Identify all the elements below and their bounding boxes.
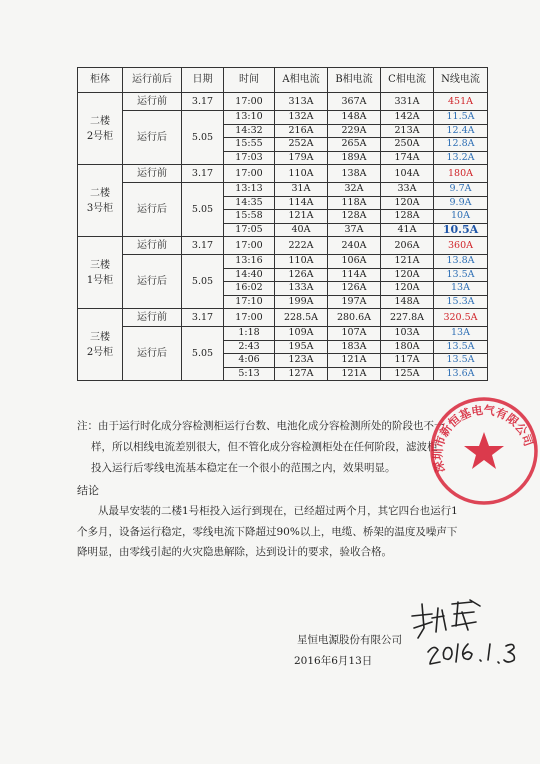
n-current-cell: 10A xyxy=(434,210,488,224)
cabinet-cell: 三楼 1号柜 xyxy=(78,237,123,309)
b-current-cell: 240A xyxy=(328,237,381,255)
time-cell: 13:10 xyxy=(224,111,275,125)
time-cell: 17:00 xyxy=(224,93,275,111)
table-note xyxy=(77,416,467,479)
time-cell: 13:13 xyxy=(224,183,275,197)
cabinet-cell: 二楼 3号柜 xyxy=(78,165,123,237)
b-current-cell: 126A xyxy=(328,282,381,296)
b-current-cell: 265A xyxy=(328,138,381,152)
cabinet-cell: 三楼 2号柜 xyxy=(78,309,123,381)
c-current-cell: 103A xyxy=(381,327,434,341)
c-current-cell: 213A xyxy=(381,124,434,138)
b-current-cell: 229A xyxy=(328,124,381,138)
time-cell: 17:05 xyxy=(224,223,275,237)
time-cell: 4:06 xyxy=(224,354,275,368)
a-current-cell: 199A xyxy=(275,295,328,309)
time-cell: 1:18 xyxy=(224,327,275,341)
a-current-cell: 252A xyxy=(275,138,328,152)
handwritten-signature xyxy=(402,596,522,666)
c-current-cell: 227.8A xyxy=(381,309,434,327)
a-current-cell: 126A xyxy=(275,268,328,282)
table-row xyxy=(78,183,488,197)
a-current-cell: 313A xyxy=(275,93,328,111)
table-header-row xyxy=(78,68,488,93)
n-current-cell: 13.6A xyxy=(434,367,488,381)
a-current-cell: 132A xyxy=(275,111,328,125)
table-row xyxy=(78,327,488,341)
c-current-cell: 331A xyxy=(381,93,434,111)
time-cell: 17:10 xyxy=(224,295,275,309)
header-cabinet: 柜体 xyxy=(78,68,123,93)
c-current-cell: 206A xyxy=(381,237,434,255)
header-time: 时间 xyxy=(224,68,275,93)
note-line: 投入运行后零线电流基本稳定在一个很小的范围之内，效果明显。 xyxy=(91,462,396,474)
time-cell: 16:02 xyxy=(224,282,275,296)
n-current-cell: 15.3A xyxy=(434,295,488,309)
b-current-cell: 183A xyxy=(328,340,381,354)
n-current-cell: 13.5A xyxy=(434,340,488,354)
table-row xyxy=(78,165,488,183)
b-current-cell: 121A xyxy=(328,367,381,381)
a-current-cell: 110A xyxy=(275,165,328,183)
a-current-cell: 31A xyxy=(275,183,328,197)
a-current-cell: 123A xyxy=(275,354,328,368)
a-current-cell: 228.5A xyxy=(275,309,328,327)
svg-text:深圳市新恒基电气有限公司: 深圳市新恒基电气有限公司 xyxy=(430,402,536,474)
c-current-cell: 174A xyxy=(381,151,434,165)
c-current-cell: 120A xyxy=(381,196,434,210)
b-current-cell: 107A xyxy=(328,327,381,341)
c-current-cell: 128A xyxy=(381,210,434,224)
time-cell: 5:13 xyxy=(224,367,275,381)
header-c-current: C相电流 xyxy=(381,68,434,93)
n-current-cell: 13A xyxy=(434,282,488,296)
n-current-cell: 12.4A xyxy=(434,124,488,138)
time-cell: 2:43 xyxy=(224,340,275,354)
header-n-current: N线电流 xyxy=(434,68,488,93)
c-current-cell: 148A xyxy=(381,295,434,309)
c-current-cell: 125A xyxy=(381,367,434,381)
n-current-cell: 451A xyxy=(434,93,488,111)
a-current-cell: 40A xyxy=(275,223,328,237)
document-date: 2016年6月13日 xyxy=(294,655,373,667)
c-current-cell: 250A xyxy=(381,138,434,152)
b-current-cell: 128A xyxy=(328,210,381,224)
a-current-cell: 179A xyxy=(275,151,328,165)
date-cell: 5.05 xyxy=(182,111,224,165)
n-current-cell: 9.9A xyxy=(434,196,488,210)
time-cell: 17:00 xyxy=(224,165,275,183)
n-current-cell: 320.5A xyxy=(434,309,488,327)
date-cell: 3.17 xyxy=(182,93,224,111)
table-row xyxy=(78,255,488,269)
n-current-cell: 13.5A xyxy=(434,354,488,368)
time-cell: 17:00 xyxy=(224,309,275,327)
note-line: 注：由于运行时化成分容检测柜运行台数、电池化成分容检测所处的阶段也不一 xyxy=(77,420,445,432)
c-current-cell: 117A xyxy=(381,354,434,368)
a-current-cell: 133A xyxy=(275,282,328,296)
time-cell: 14:32 xyxy=(224,124,275,138)
time-cell: 14:35 xyxy=(224,196,275,210)
b-current-cell: 367A xyxy=(328,93,381,111)
before-label: 运行前 xyxy=(123,165,182,183)
current-measurement-table xyxy=(77,67,488,381)
time-cell: 17:03 xyxy=(224,151,275,165)
b-current-cell: 114A xyxy=(328,268,381,282)
table-row xyxy=(78,93,488,111)
c-current-cell: 104A xyxy=(381,165,434,183)
c-current-cell: 120A xyxy=(381,282,434,296)
b-current-cell: 148A xyxy=(328,111,381,125)
n-current-cell: 11.5A xyxy=(434,111,488,125)
header-a-current: A相电流 xyxy=(275,68,328,93)
conclusion-heading: 结论 xyxy=(77,484,99,497)
b-current-cell: 121A xyxy=(328,354,381,368)
time-cell: 17:00 xyxy=(224,237,275,255)
c-current-cell: 41A xyxy=(381,223,434,237)
time-cell: 15:55 xyxy=(224,138,275,152)
table-row xyxy=(78,111,488,125)
date-cell: 5.05 xyxy=(182,255,224,309)
a-current-cell: 109A xyxy=(275,327,328,341)
n-current-cell: 10.5A xyxy=(434,223,488,237)
n-current-cell: 360A xyxy=(434,237,488,255)
date-cell: 3.17 xyxy=(182,309,224,327)
c-current-cell: 120A xyxy=(381,268,434,282)
time-cell: 13:16 xyxy=(224,255,275,269)
n-current-cell: 9.7A xyxy=(434,183,488,197)
header-date: 日期 xyxy=(182,68,224,93)
conclusion-paragraph: 从最早安装的二楼1号柜投入运行到现在，已经超过两个月，其它四台也运行1个多月，设备运行稳定，零线电流下降超过90%以上，电缆、桥架的温度及噪声下降明显，由零线引起的火灾隐患解除，达到设计的要求，验收合格。 xyxy=(77,505,458,558)
n-current-cell: 13.8A xyxy=(434,255,488,269)
a-current-cell: 195A xyxy=(275,340,328,354)
b-current-cell: 138A xyxy=(328,165,381,183)
a-current-cell: 110A xyxy=(275,255,328,269)
n-current-cell: 13A xyxy=(434,327,488,341)
n-current-cell: 13.5A xyxy=(434,268,488,282)
b-current-cell: 197A xyxy=(328,295,381,309)
a-current-cell: 127A xyxy=(275,367,328,381)
date-cell: 3.17 xyxy=(182,165,224,183)
b-current-cell: 280.6A xyxy=(328,309,381,327)
before-label: 运行前 xyxy=(123,93,182,111)
after-label: 运行后 xyxy=(123,183,182,237)
after-label: 运行后 xyxy=(123,327,182,381)
b-current-cell: 118A xyxy=(328,196,381,210)
date-cell: 5.05 xyxy=(182,327,224,381)
b-current-cell: 32A xyxy=(328,183,381,197)
header-b-current: B相电流 xyxy=(328,68,381,93)
c-current-cell: 180A xyxy=(381,340,434,354)
after-label: 运行后 xyxy=(123,255,182,309)
note-line: 样，所以相线电流差别很大，但不管化成分容检测柜处在任何阶段，滤波柜 xyxy=(91,441,438,453)
b-current-cell: 37A xyxy=(328,223,381,237)
a-current-cell: 114A xyxy=(275,196,328,210)
date-cell: 5.05 xyxy=(182,183,224,237)
c-current-cell: 121A xyxy=(381,255,434,269)
header-phase: 运行前后 xyxy=(123,68,182,93)
table-row xyxy=(78,309,488,327)
a-current-cell: 121A xyxy=(275,210,328,224)
n-current-cell: 12.8A xyxy=(434,138,488,152)
b-current-cell: 106A xyxy=(328,255,381,269)
time-cell: 14:40 xyxy=(224,268,275,282)
before-label: 运行前 xyxy=(123,237,182,255)
after-label: 运行后 xyxy=(123,111,182,165)
n-current-cell: 13.2A xyxy=(434,151,488,165)
cabinet-cell: 二楼 2号柜 xyxy=(78,93,123,165)
before-label: 运行前 xyxy=(123,309,182,327)
c-current-cell: 142A xyxy=(381,111,434,125)
n-current-cell: 180A xyxy=(434,165,488,183)
company-seal-stamp xyxy=(425,392,540,510)
time-cell: 15:58 xyxy=(224,210,275,224)
a-current-cell: 222A xyxy=(275,237,328,255)
a-current-cell: 216A xyxy=(275,124,328,138)
table-row xyxy=(78,237,488,255)
company-name: 星恒电源股份有限公司 xyxy=(297,634,402,646)
b-current-cell: 189A xyxy=(328,151,381,165)
date-cell: 3.17 xyxy=(182,237,224,255)
c-current-cell: 33A xyxy=(381,183,434,197)
